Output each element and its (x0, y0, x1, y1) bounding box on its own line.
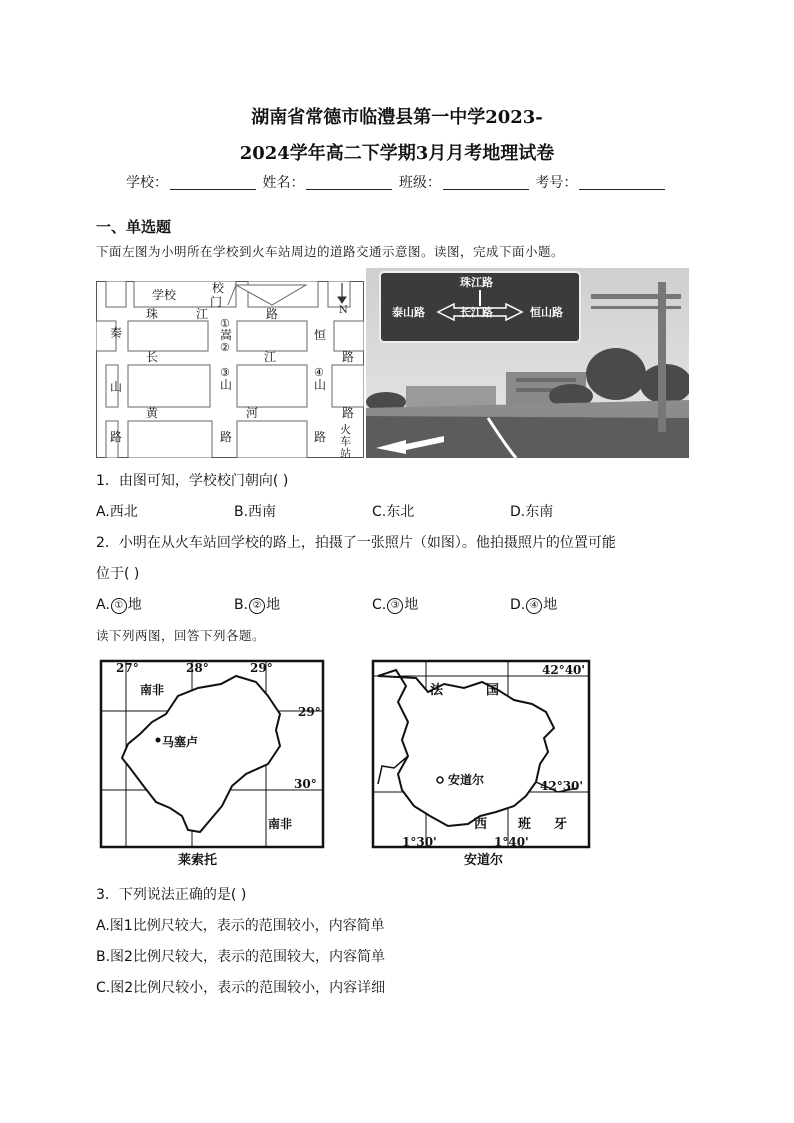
q2-option-a[interactable] (96, 594, 142, 614)
location-marker-3: ③ (220, 366, 230, 379)
road-label: 山 (220, 378, 233, 392)
q2-option-c[interactable] (372, 594, 418, 614)
lon-label: 29° (250, 661, 273, 675)
andorra-city-dot (437, 777, 443, 783)
road-label: 江 (264, 350, 277, 364)
south-africa-label: 南非 (268, 817, 293, 831)
lat-label: 30° (294, 777, 317, 791)
student-info-line (126, 172, 667, 192)
north-label: N (339, 305, 348, 316)
gate-label-1: 校 (212, 281, 225, 295)
lesotho-map (96, 656, 328, 870)
q3-option-c[interactable]: C.图2比例尺较小，表示的范围较小，内容详细 (96, 980, 386, 996)
road-label: 路 (220, 430, 233, 444)
road-label: 路 (342, 406, 355, 420)
school-label: 学校： (126, 175, 168, 191)
circled-number: ③ (387, 598, 403, 614)
gate-label-2: 门 (210, 295, 223, 309)
school-label: 学校 (152, 288, 177, 302)
south-africa-label: 南非 (140, 683, 165, 697)
question-3-stem: 3．下列说法正确的是( ) (96, 887, 247, 903)
lon-label: 28° (186, 661, 209, 675)
road-label: 山 (314, 378, 327, 392)
option-letter: B. (234, 597, 249, 613)
maseru-dot (156, 738, 161, 743)
option-letter: A. (96, 597, 110, 613)
sign-right-label: 恒山路 (530, 306, 563, 319)
question-2-stem-line2: 位于( ) (96, 566, 140, 582)
map1-caption: 莱索托 (178, 853, 218, 868)
andorra-city-label: 安道尔 (448, 773, 485, 787)
road-label: 长 (146, 350, 159, 364)
location-marker-2: ② (220, 341, 230, 354)
option-suffix: 地 (404, 597, 419, 613)
exam-title-line2: 2024学年高二下学期3月月考地理试卷 (239, 143, 555, 164)
road-label: 恒 (314, 328, 327, 342)
road-label: 珠 (146, 307, 159, 321)
sign-center-label: 长江路 (460, 306, 493, 319)
lon-label: 1°40' (494, 835, 529, 849)
road-label: 路 (314, 430, 327, 444)
sign-top-label: 珠江路 (460, 276, 493, 289)
station-label: 站 (340, 447, 351, 458)
class-blank[interactable] (443, 175, 529, 190)
section-heading: 一、单选题 (96, 218, 172, 236)
intro-text-2: 读下列两图，回答下列各题。 (96, 628, 266, 643)
school-blank[interactable] (170, 175, 256, 190)
q2-option-b[interactable] (234, 594, 280, 614)
map2-caption: 安道尔 (464, 853, 504, 868)
class-label: 班级： (398, 175, 441, 191)
road-label: 河 (246, 406, 259, 420)
option-suffix: 地 (543, 597, 558, 613)
intro-text-1: 下面左图为小明所在学校到火车站周边的道路交通示意图。读图，完成下面小题。 (96, 244, 565, 259)
q1-option-a[interactable]: A.西北 (96, 504, 138, 520)
road-label: 嵩 (220, 328, 233, 342)
exam-title-line1: 湖南省常德市临澧县第一中学2023- (251, 107, 543, 128)
name-blank[interactable] (306, 175, 392, 190)
q3-option-b[interactable]: B.图2比例尺较大，表示的范围较大，内容简单 (96, 949, 385, 965)
q1-option-c[interactable]: C.东北 (372, 504, 415, 520)
france-label: 国 (486, 683, 500, 698)
location-marker-4: ④ (314, 366, 324, 379)
andorra-map (368, 656, 594, 870)
road-label: 路 (110, 430, 123, 444)
option-suffix: 地 (127, 597, 142, 613)
road-label: 山 (110, 380, 123, 394)
circled-number: ④ (526, 598, 542, 614)
name-label: 姓名： (262, 175, 305, 191)
q1-option-d[interactable]: D.东南 (510, 504, 554, 520)
road-label: 黄 (146, 406, 159, 420)
lon-label: 27° (116, 661, 139, 675)
lat-label: 42°30' (540, 779, 584, 793)
exam-no-blank[interactable] (579, 175, 665, 190)
lon-label: 1°30' (402, 835, 437, 849)
road-label: 路 (266, 307, 279, 321)
france-label: 法 (430, 683, 444, 698)
q2-option-d[interactable] (510, 594, 557, 614)
spain-label: 西 (474, 817, 488, 832)
exam-no-label: 考号： (535, 175, 578, 191)
question-1-stem: 1．由图可知，学校校门朝向( ) (96, 473, 289, 489)
street-map (96, 281, 364, 458)
road-label: 路 (342, 350, 355, 364)
road-label: 秦 (110, 326, 123, 340)
sign-left-label: 泰山路 (392, 306, 425, 319)
road-label: 江 (196, 307, 209, 321)
lat-label: 42°40' (542, 663, 586, 677)
spain-label: 班 (518, 817, 532, 832)
q1-option-b[interactable]: B.西南 (234, 504, 277, 520)
road-sign-photo (366, 268, 689, 458)
station-label: 火 (340, 423, 351, 436)
q3-option-a[interactable]: A.图1比例尺较大，表示的范围较小，内容简单 (96, 918, 385, 934)
lat-label: 29° (298, 705, 321, 719)
maseru-label: 马塞卢 (162, 735, 199, 749)
option-letter: D. (510, 597, 526, 613)
station-label: 车 (340, 435, 351, 448)
location-marker-1: ① (220, 317, 230, 330)
option-letter: C. (372, 597, 387, 613)
circled-number: ② (249, 598, 265, 614)
question-2-stem-line1: 2．小明在从火车站回学校的路上，拍摄了一张照片（如图）。他拍摄照片的位置可能 (96, 535, 616, 551)
circled-number: ① (111, 598, 127, 614)
spain-label: 牙 (554, 817, 568, 832)
option-suffix: 地 (266, 597, 281, 613)
